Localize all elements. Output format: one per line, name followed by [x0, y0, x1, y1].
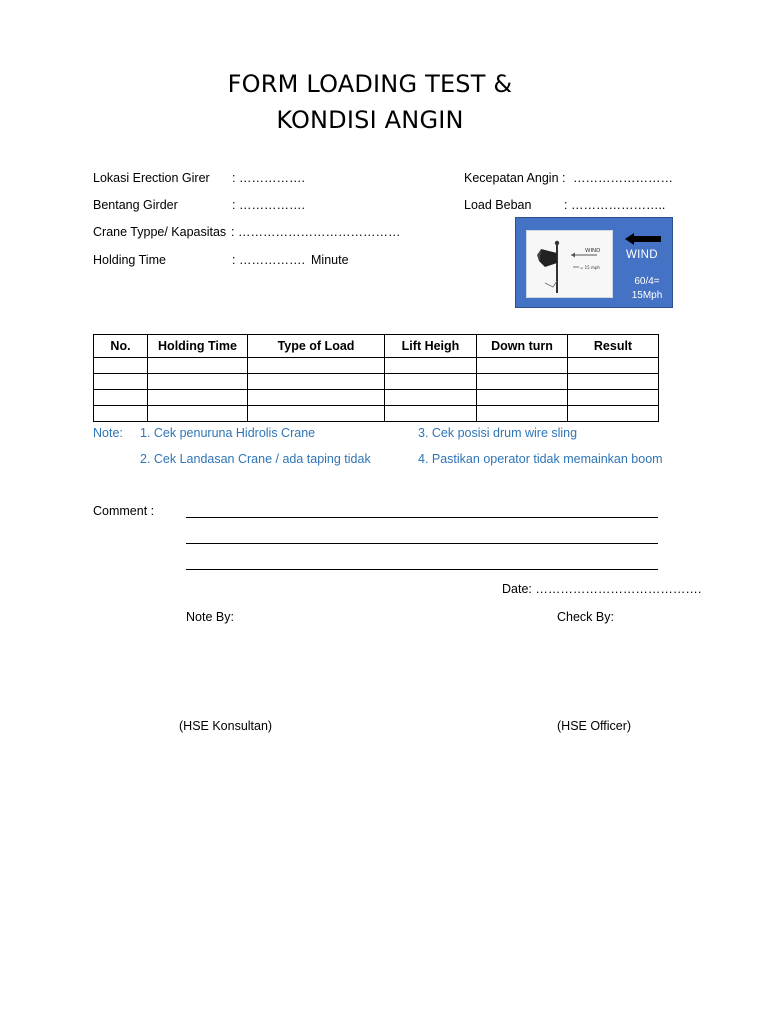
note-item-3: 3. Cek posisi drum wire sling: [418, 426, 578, 440]
field-crane-value[interactable]: : …………………………………: [231, 225, 401, 239]
column-header-down-turn: Down turn: [477, 335, 568, 358]
wind-label: WIND: [626, 249, 658, 261]
table-row: [94, 390, 659, 406]
field-holding-label: Holding Time: [93, 253, 166, 267]
comment-line-3[interactable]: [186, 569, 658, 570]
table-cell[interactable]: [477, 374, 568, 390]
table-cell[interactable]: [148, 358, 248, 374]
field-bentang-value[interactable]: : …………….: [232, 198, 305, 212]
table-cell[interactable]: [385, 374, 477, 390]
table-cell[interactable]: [568, 406, 659, 422]
field-holding-value[interactable]: : …………….: [232, 253, 305, 267]
table-row: [94, 374, 659, 390]
table-cell[interactable]: [477, 358, 568, 374]
table-cell[interactable]: [148, 390, 248, 406]
note-item-2: 2. Cek Landasan Crane / ada taping tidak: [140, 452, 371, 466]
wind-flag-photo: [526, 230, 613, 298]
field-kecepatan-label: Kecepatan Angin :: [464, 171, 566, 185]
table-cell[interactable]: [385, 390, 477, 406]
note-item-4: 4. Pastikan operator tidak memainkan boom: [418, 452, 663, 466]
table-cell[interactable]: [385, 358, 477, 374]
comment-line-2[interactable]: [186, 543, 658, 544]
table-cell[interactable]: [148, 406, 248, 422]
table-cell[interactable]: [568, 390, 659, 406]
wind-value-line-1: 60/4=: [634, 276, 660, 287]
wind-indicator-box: [515, 217, 673, 308]
table-cell[interactable]: [148, 374, 248, 390]
field-kecepatan-value[interactable]: ……………………: [573, 171, 673, 185]
field-load-label: Load Beban: [464, 198, 532, 212]
table-cell[interactable]: [94, 406, 148, 422]
hse-konsultan-label: (HSE Konsultan): [179, 719, 273, 733]
notes-label: Note:: [93, 426, 123, 440]
table-cell[interactable]: [94, 374, 148, 390]
table-header-row: [94, 335, 659, 358]
field-crane-label: Crane Typpe/ Kapasitas: [93, 225, 227, 239]
table-cell[interactable]: [477, 390, 568, 406]
table-cell[interactable]: [248, 374, 385, 390]
note-item-1: 1. Cek penuruna Hidrolis Crane: [140, 426, 316, 440]
check-by-label: Check By:: [557, 610, 614, 624]
table-cell[interactable]: [477, 406, 568, 422]
hse-officer-label: (HSE Officer): [557, 719, 632, 733]
comment-label: Comment :: [93, 504, 155, 518]
column-header-holding-time: Holding Time: [148, 335, 248, 358]
table-cell[interactable]: [568, 358, 659, 374]
table-row: [94, 358, 659, 374]
column-header-type-of-load: Type of Load: [248, 335, 385, 358]
field-lokasi-label: Lokasi Erection Girer: [93, 171, 210, 185]
table-cell[interactable]: [248, 358, 385, 374]
table-cell[interactable]: [385, 406, 477, 422]
table-cell[interactable]: [94, 358, 148, 374]
photo-wind-label: WIND: [585, 248, 601, 254]
table-row: [94, 406, 659, 422]
form-title-line-1: FORM LOADING TEST &: [227, 70, 513, 98]
table-cell[interactable]: [248, 406, 385, 422]
field-holding-unit: Minute: [311, 253, 349, 267]
field-lokasi-value[interactable]: : …………….: [232, 171, 305, 185]
column-header-no: No.: [94, 335, 148, 358]
field-load-value[interactable]: : …………………..: [564, 198, 666, 212]
photo-wind-speed: = 15 mph: [580, 265, 600, 270]
comment-line-1[interactable]: [186, 517, 658, 518]
note-by-label: Note By:: [186, 610, 234, 624]
field-bentang-label: Bentang Girder: [93, 198, 178, 212]
date-field[interactable]: Date: ………………………………….: [502, 582, 702, 596]
column-header-result: Result: [568, 335, 659, 358]
flag-pole-illustration: [527, 231, 612, 297]
table-cell[interactable]: [94, 390, 148, 406]
table-cell[interactable]: [568, 374, 659, 390]
table-cell[interactable]: [248, 390, 385, 406]
loading-test-table: [93, 334, 659, 422]
wind-value-line-2: 15Mph: [631, 290, 663, 301]
form-title-line-2: KONDISI ANGIN: [276, 106, 464, 134]
column-header-lift-heigh: Lift Heigh: [385, 335, 477, 358]
